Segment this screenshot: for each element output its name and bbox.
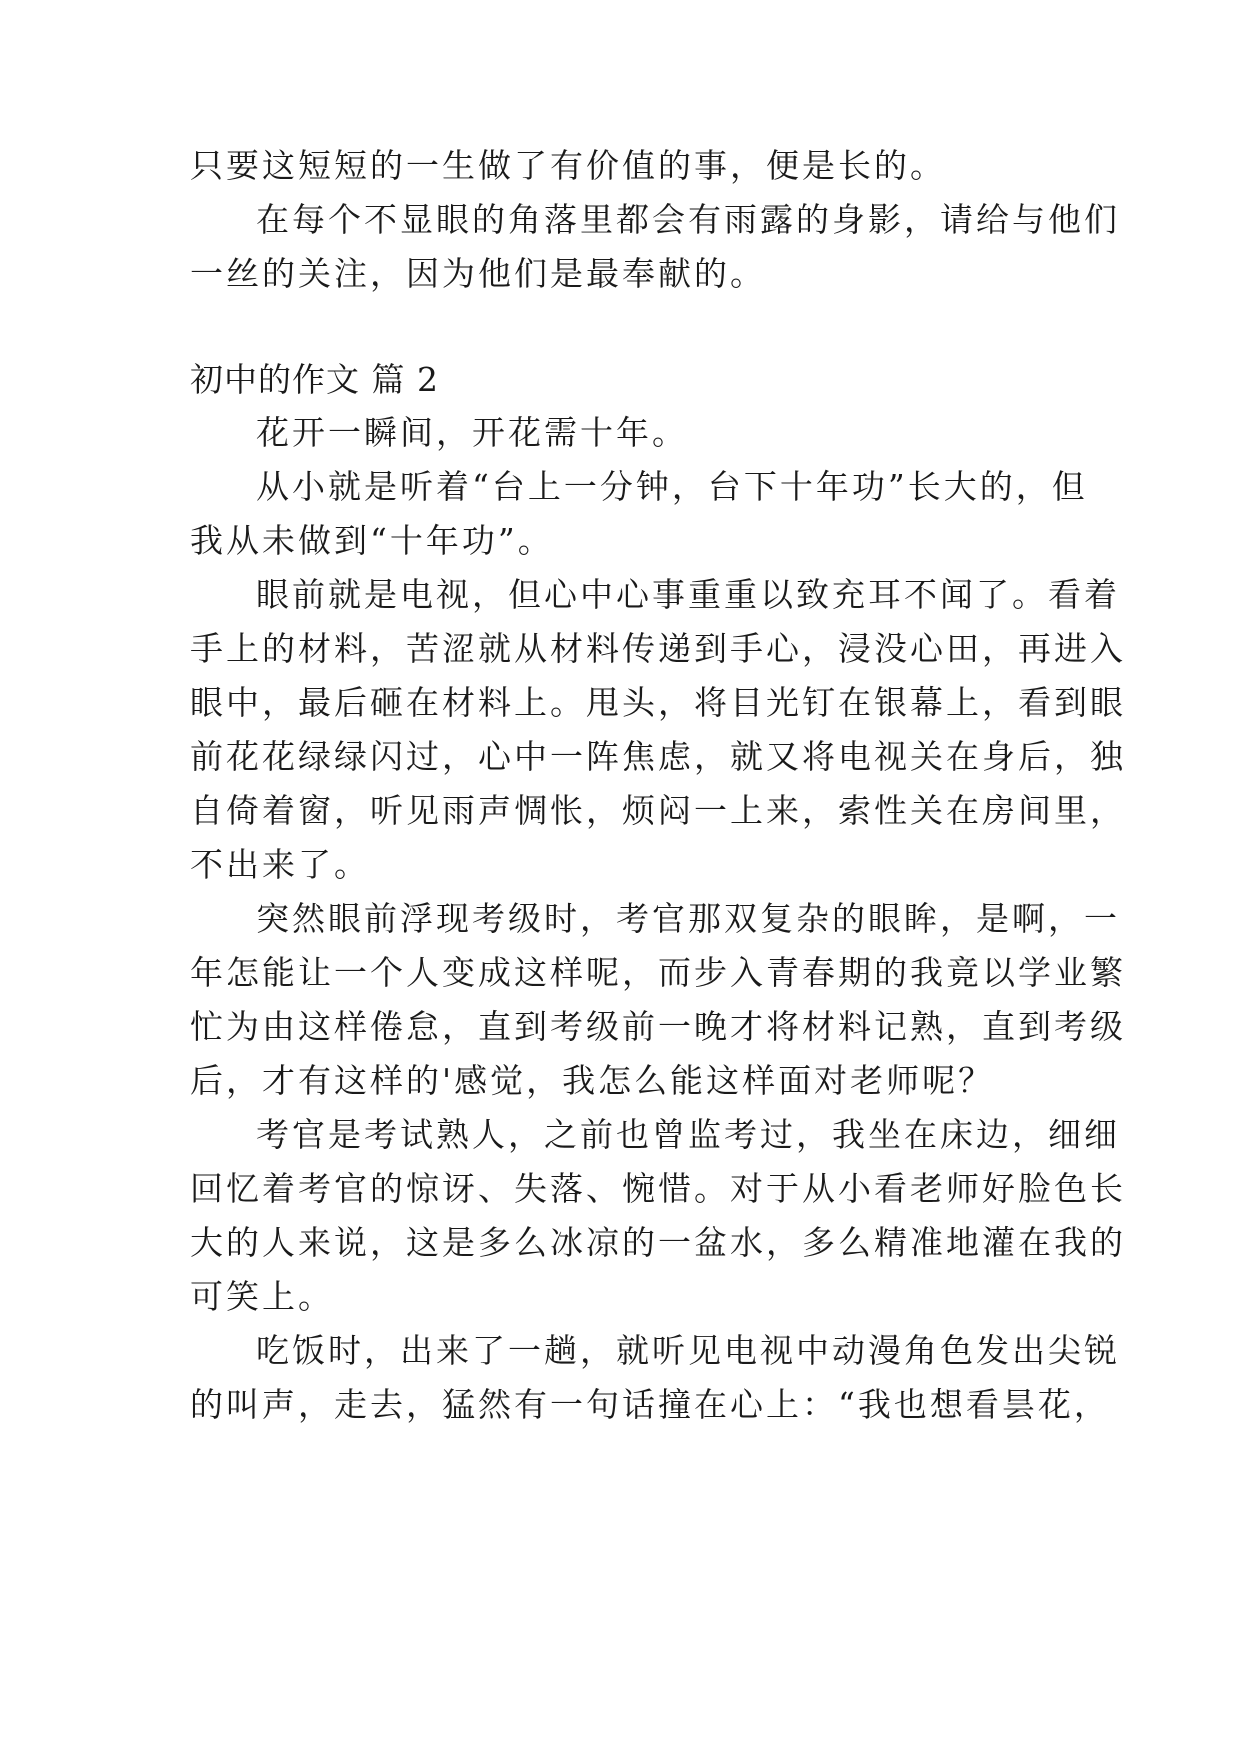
text-line: 在每个不显眼的角落里都会有雨露的身影，请给与他们 [256, 200, 1120, 239]
text-line: 不出来了。 [190, 845, 370, 884]
text-line: 大的人来说，这是多么冰凉的一盆水，多么精准地灌在我的 [190, 1223, 1126, 1262]
text-line: 手上的材料，苦涩就从材料传递到手心，浸没心田，再进入 [190, 629, 1126, 668]
text-line: 可笑上。 [190, 1277, 334, 1316]
text-line: 吃饭时，出来了一趟，就听见电视中动漫角色发出尖锐 [256, 1331, 1120, 1370]
text-line: 前花花绿绿闪过，心中一阵焦虑，就又将电视关在身后，独 [190, 737, 1126, 776]
text-line: 眼前就是电视，但心中心事重重以致充耳不闻了。看着 [256, 575, 1120, 614]
section-heading: 初中的作文 篇 2 [190, 360, 439, 399]
text-line: 一丝的关注，因为他们是最奉献的。 [190, 254, 766, 293]
text-line: 后，才有这样的'感觉，我怎么能这样面对老师呢？ [190, 1061, 995, 1100]
text-line: 回忆着考官的惊讶、失落、惋惜。对于从小看老师好脸色长 [190, 1169, 1126, 1208]
text-line: 自倚着窗，听见雨声惆怅，烦闷一上来，索性关在房间里， [190, 791, 1126, 830]
text-line: 眼中，最后砸在材料上。甩头，将目光钉在银幕上，看到眼 [190, 683, 1126, 722]
text-line: 年怎能让一个人变成这样呢，而步入青春期的我竟以学业繁 [190, 953, 1126, 992]
text-line: 突然眼前浮现考级时，考官那双复杂的眼眸，是啊，一 [256, 899, 1120, 938]
text-line: 考官是考试熟人，之前也曾监考过，我坐在床边，细细 [256, 1115, 1120, 1154]
text-line: 花开一瞬间，开花需十年。 [256, 413, 688, 452]
text-line: 我从未做到“十年功”。 [190, 521, 554, 560]
text-line: 的叫声，走去，猛然有一句话撞在心上：“我也想看昙花， [190, 1385, 1110, 1424]
text-line: 从小就是听着“台上一分钟，台下十年功”长大的，但 [256, 467, 1088, 506]
text-line: 忙为由这样倦怠，直到考级前一晚才将材料记熟，直到考级 [190, 1007, 1126, 1046]
text-line: 只要这短短的一生做了有价值的事，便是长的。 [190, 146, 946, 185]
